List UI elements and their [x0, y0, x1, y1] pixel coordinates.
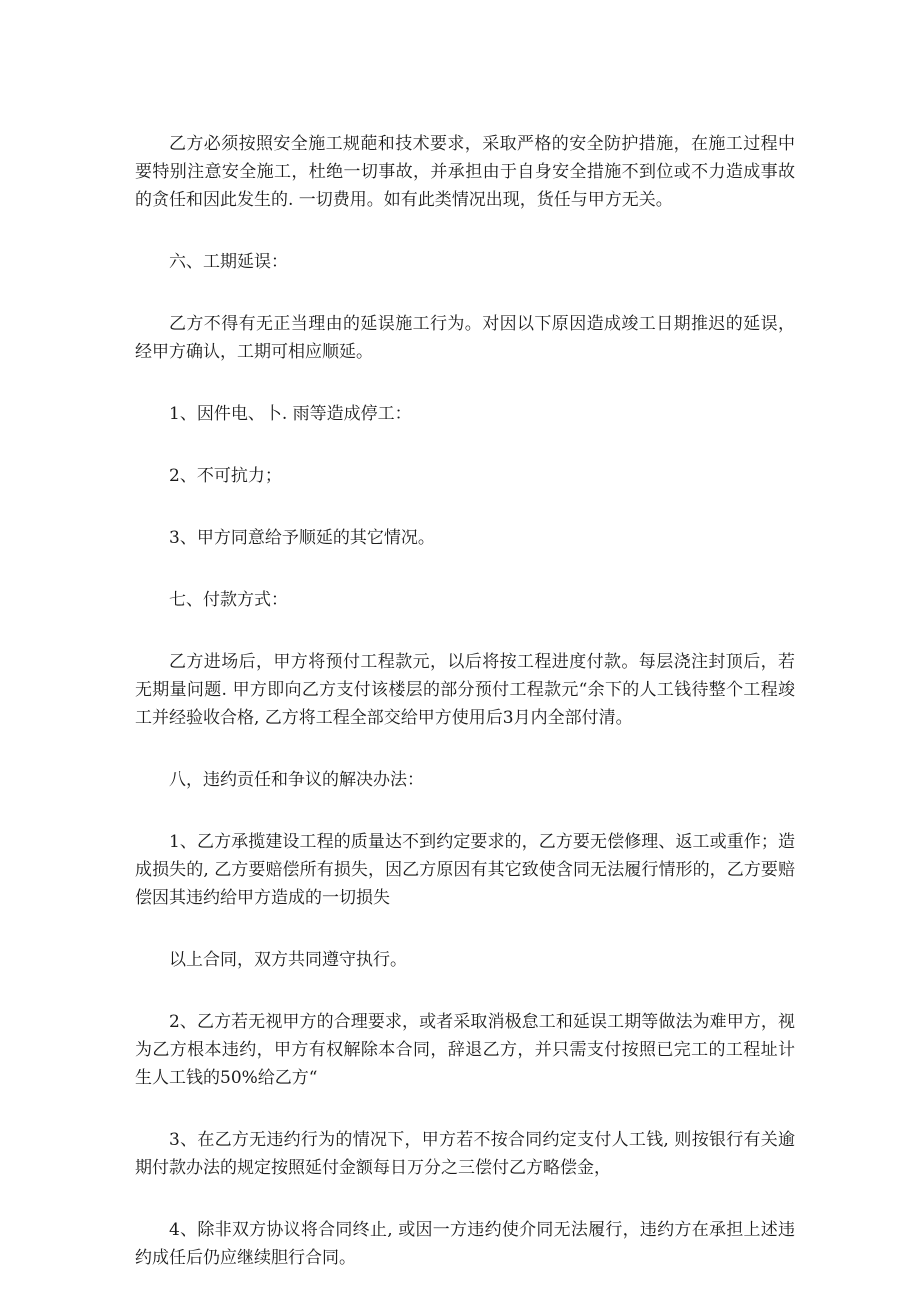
list-item-delay-1: 1、因件电、卜. 雨等造成停工：	[169, 404, 412, 424]
paragraph-mutual-compliance: 以上合同，双方共同遵守执行。	[169, 950, 407, 970]
heading-section-8: 八，违约贡任和争议的解决办法：	[169, 770, 424, 790]
paragraph-safety: 乙方必须按照安全施工规葩和技术要求，采取严格的安全防护措施，在施工过程中要特别注意安全施工，杜绝一切事故，并承担由于自身安全措施不到位或不力造成事故的贪任和因此发生的. 一切费用。如有此类情况出现，货任与甲方无关。	[135, 134, 795, 210]
paragraph-liability-4: 4、除非双方协议将合同终止, 或因一方违约使介同无法履行，违约方在承担上述违约成任后仍应继续胆行合同。	[135, 1220, 795, 1268]
heading-section-6: 六、工期延误：	[169, 252, 288, 272]
heading-section-7: 七、付款方式：	[169, 590, 288, 610]
document-body	[135, 130, 795, 1272]
list-item-delay-3: 3、甲方同意给予顺延的其它情况。	[169, 528, 435, 548]
paragraph-liability-1: 1、乙方承揽建设工程的质量达不到约定要求的，乙方要无偿修理、返工或重作；造成损失的, 乙方要赔偿所有损失，因乙方原因有其它致使含同无法履行情形的，乙方要赔偿因其违约给甲方造成的一切损失	[135, 832, 795, 908]
list-item-delay-2: 2、不可抗力；	[169, 466, 282, 486]
paragraph-delay: 乙方不得有无正当理由的延误施工行为。对因以下原因造成竣工日期推迟的延误，经甲方确认，工期可相应顺延。	[135, 314, 795, 362]
paragraph-liability-2: 2、乙方若无视甲方的合理要求，或者采取消极怠工和延误工期等做法为难甲方，视为乙方根本违约，甲方有权解除本合同，辞退乙方，并只需支付按照已完工的工程址计生人工钱的50%给乙方“	[135, 1012, 795, 1088]
paragraph-payment: 乙方进场后，甲方将预付工程款元，以后将按工程进度付款。每层浇注封顶后，若无期量问题. 甲方即向乙方支付该楼层的部分预付工程款元“余下的人工钱待整个工程竣工并经验收合格, 乙方将工程全部交给甲方使用后3月内全部付清。	[135, 652, 795, 728]
paragraph-liability-3: 3、在乙方无违约行为的情况下，甲方若不按合同约定支付人工钱, 则按银行有关逾期付款办法的规定按照延付金额每日万分之三偿付乙方略偿金，	[135, 1130, 795, 1178]
